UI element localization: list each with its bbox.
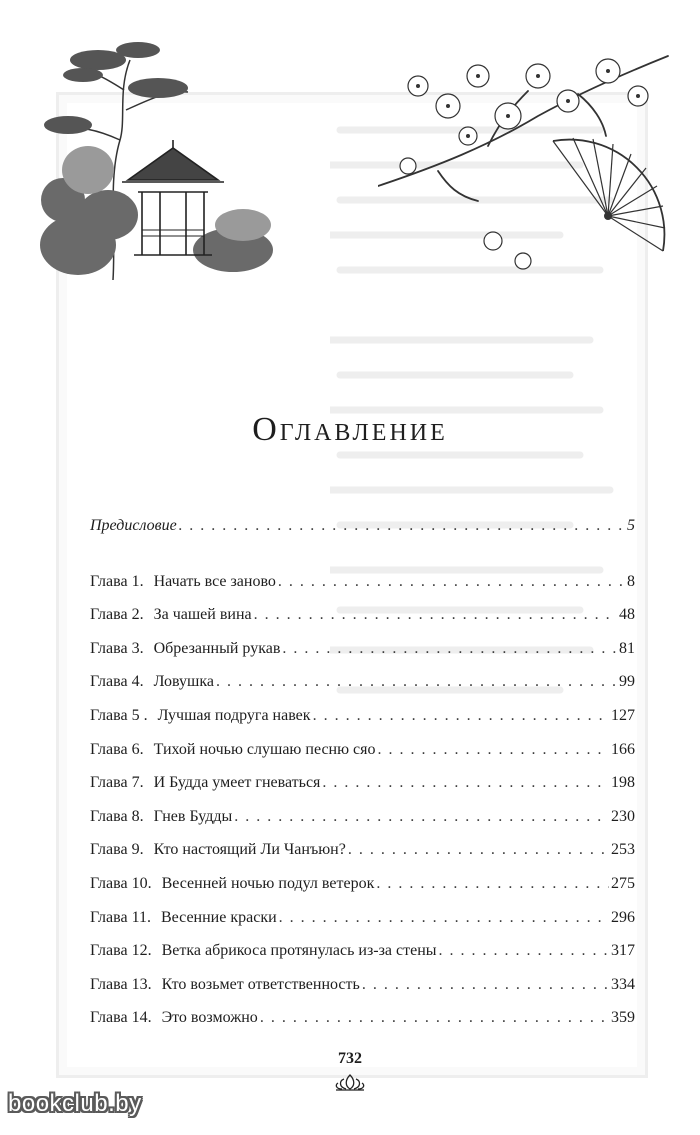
dot-leader	[362, 975, 609, 995]
chapter-title: Кто настоящий Ли Чанъюн?	[153, 841, 346, 859]
dot-leader	[348, 840, 609, 860]
chapter-title: Ветка абрикоса протянулась из-за стены	[161, 942, 437, 960]
chapter-title: За чашей вина	[153, 606, 252, 624]
chapter-title: Кто возьмет ответственность	[161, 975, 360, 993]
chapter-title: Гнев Будды	[153, 807, 233, 825]
toc-row	[90, 941, 635, 975]
chapter-number: Глава 9.	[90, 841, 144, 859]
toc-row	[90, 975, 635, 1009]
dot-leader	[234, 807, 609, 827]
chapter-number: Глава 6.	[90, 740, 144, 758]
page-number: 732	[338, 1050, 362, 1067]
page-title: Оглавление	[252, 410, 448, 448]
toc-page-number: 127	[611, 706, 635, 724]
toc-page-number: 198	[611, 774, 635, 792]
dot-leader	[216, 672, 617, 692]
toc-page-number: 296	[611, 908, 635, 926]
table-of-contents	[90, 516, 635, 1042]
chapter-number: Глава 11.	[90, 908, 151, 926]
chapter-title: Начать все заново	[153, 572, 276, 590]
chapter-number: Глава 7.	[90, 774, 144, 792]
toc-page-number: 81	[619, 639, 635, 657]
toc-row	[90, 572, 635, 606]
chapter-title: Весенние краски	[160, 908, 277, 926]
toc-row	[90, 740, 635, 774]
blossom-fan-illustration	[378, 46, 674, 286]
chapter-number: Глава 4.	[90, 673, 144, 691]
toc-page-number: 230	[611, 807, 635, 825]
dot-leader	[313, 706, 609, 726]
toc-row	[90, 639, 635, 673]
toc-page-number: 8	[627, 572, 635, 590]
chapter-title: Тихой ночью слушаю песню сяо	[153, 740, 376, 758]
dot-leader	[376, 874, 609, 894]
dot-leader	[278, 572, 625, 592]
toc-row	[90, 605, 635, 639]
chapter-title: Обрезанный рукав	[153, 639, 281, 657]
chapter-number: Глава 5 .	[90, 706, 148, 724]
chapter-title: И Будда умеет гневаться	[153, 774, 321, 792]
toc-row	[90, 672, 635, 706]
toc-row	[90, 908, 635, 942]
toc-page-number: 275	[611, 874, 635, 892]
toc-page-number: 253	[611, 841, 635, 859]
dot-leader	[279, 908, 609, 928]
chapter-number: Глава 14.	[90, 1009, 152, 1027]
toc-row	[90, 706, 635, 740]
dot-leader	[282, 639, 617, 659]
toc-page-number: 359	[611, 1009, 635, 1027]
lotus-ornament-icon	[333, 1072, 367, 1092]
chapter-title: Весенней ночью подул ветерок	[161, 874, 375, 892]
chapter-number: Глава 3.	[90, 639, 144, 657]
dot-leader	[378, 740, 609, 760]
toc-row	[90, 1008, 635, 1042]
chapter-number: Глава 8.	[90, 807, 144, 825]
toc-page-number: 48	[619, 606, 635, 624]
toc-page-number: 5	[627, 517, 635, 534]
dot-leader	[439, 941, 609, 961]
chapter-number: Глава 1.	[90, 572, 144, 590]
dot-leader	[179, 516, 625, 536]
toc-page-number: 166	[611, 740, 635, 758]
dot-leader	[254, 605, 617, 625]
chapter-number: Глава 12.	[90, 942, 152, 960]
pavilion-illustration	[38, 30, 278, 280]
toc-preface	[90, 516, 635, 550]
dot-leader	[260, 1008, 609, 1028]
toc-row	[90, 840, 635, 874]
toc-row	[90, 773, 635, 807]
chapter-title: Лучшая подруга навек	[157, 706, 311, 724]
chapter-number: Глава 2.	[90, 606, 144, 624]
chapter-title: Ловушка	[153, 673, 214, 691]
toc-row	[90, 807, 635, 841]
toc-row	[90, 874, 635, 908]
chapter-number: Глава 13.	[90, 975, 152, 993]
site-watermark: bookclub.by	[8, 1090, 142, 1117]
chapter-number: Глава 10.	[90, 874, 152, 892]
toc-page-number: 99	[619, 673, 635, 691]
chapter-title: Это возможно	[161, 1009, 258, 1027]
toc-page-number: 334	[611, 975, 635, 993]
dot-leader	[322, 773, 609, 793]
toc-entry-title: Предисловие	[90, 517, 177, 534]
toc-page-number: 317	[611, 942, 635, 960]
